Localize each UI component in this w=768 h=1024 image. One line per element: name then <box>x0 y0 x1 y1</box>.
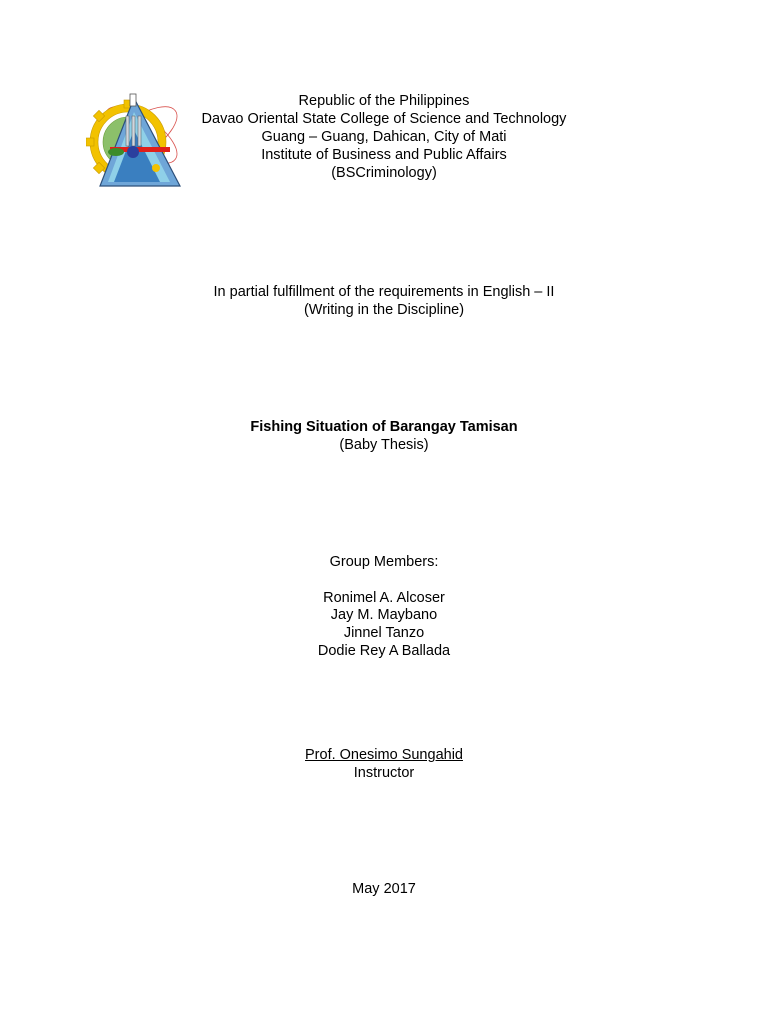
institute-name: Institute of Business and Public Affairs <box>261 147 507 163</box>
college-address: Guang – Guang, Dahican, City of Mati <box>261 129 507 145</box>
requirement-line-2: (Writing in the Discipline) <box>303 302 465 318</box>
college-name: Davao Oriental State College of Science and Technology <box>201 111 567 127</box>
member-name: Jay M. Maybano <box>330 607 438 623</box>
thesis-subtitle: (Baby Thesis) <box>339 437 429 453</box>
member-name: Dodie Rey A Ballada <box>317 643 451 659</box>
program-name: (BSCriminology) <box>331 165 437 181</box>
instructor-name: Prof. Onesimo Sungahid <box>305 747 463 763</box>
member-name: Jinnel Tanzo <box>343 625 425 641</box>
submission-date: May 2017 <box>352 881 416 897</box>
instructor-name-line <box>0 746 768 764</box>
member-name: Ronimel A. Alcoser <box>323 590 445 606</box>
requirement-line-1: In partial fulfillment of the requirements in English – II <box>213 284 555 300</box>
thesis-title: Fishing Situation of Barangay Tamisan <box>250 419 518 435</box>
members-heading: Group Members: <box>329 554 439 570</box>
republic-line: Republic of the Philippines <box>298 93 470 109</box>
instructor-role: Instructor <box>353 765 415 781</box>
